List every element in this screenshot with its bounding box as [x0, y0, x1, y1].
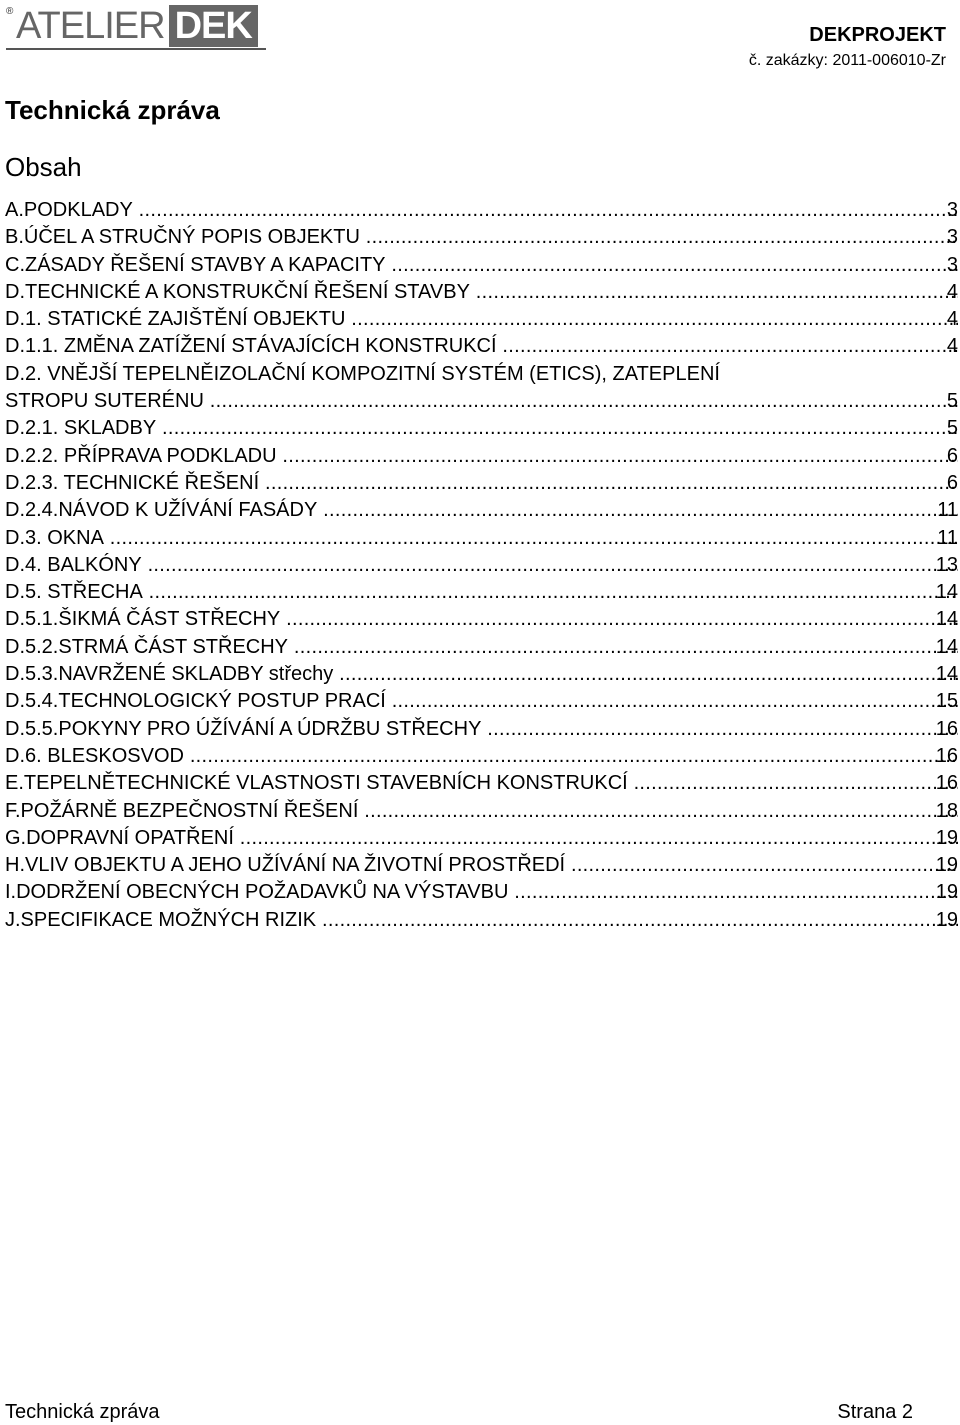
- toc-page: 3: [946, 252, 958, 279]
- toc-text: J.SPECIFIKACE MOŽNÝCH RIZIK .....: [5, 909, 958, 931]
- toc-page: 5: [946, 388, 958, 415]
- toc-text: D.6. BLESKOSVOD .....: [5, 745, 958, 767]
- toc-entry-h[interactable]: [5, 852, 958, 879]
- toc-entry-d[interactable]: [5, 279, 958, 306]
- toc-page: 3: [946, 224, 958, 251]
- toc-page: 18: [935, 798, 958, 825]
- toc-text: D.5.5.POKYNY PRO ÚŽÍVÁNÍ A ÚDRŽBU STŘECHY .....: [5, 718, 958, 740]
- toc-text: D.2.3. TECHNICKÉ ŘEŠENÍ .....: [5, 472, 958, 494]
- registered-mark: ®: [6, 6, 14, 17]
- order-number: č. zakázky: 2011-006010-Zr: [748, 52, 946, 69]
- toc-entry-d52[interactable]: [5, 634, 958, 661]
- toc-text: D.1. STATICKÉ ZAJIŠTĚNÍ OBJEKTU .....: [5, 308, 958, 330]
- logo-atelier-word: ATELIER: [16, 5, 165, 47]
- toc-page: 6: [946, 470, 958, 497]
- toc-page: 4: [946, 279, 958, 306]
- toc-text: D.1.1. ZMĚNA ZATÍŽENÍ STÁVAJÍCÍCH KONSTRUKCÍ .....: [5, 335, 958, 357]
- toc-text: B.ÚČEL A STRUČNÝ POPIS OBJEKTU .....: [5, 226, 958, 248]
- toc-page: 19: [935, 852, 958, 879]
- toc-entry-d23[interactable]: [5, 470, 958, 497]
- toc-page: 4: [946, 306, 958, 333]
- toc-text: D.5.1.ŠIKMÁ ČÁST STŘECHY .....: [5, 608, 958, 630]
- toc-entry-f[interactable]: [5, 798, 958, 825]
- document-title: Technická zpráva: [5, 95, 220, 125]
- toc-page: 14: [935, 661, 958, 688]
- toc-text: G.DOPRAVNÍ OPATŘENÍ .....: [5, 827, 958, 849]
- toc-entry-d3[interactable]: [5, 525, 958, 552]
- toc-text: D.2. VNĚJŠÍ TEPELNĚIZOLAČNÍ KOMPOZITNÍ SYSTÉM (ETICS), ZATEPLENÍ: [5, 362, 720, 385]
- logo-underline: [6, 48, 266, 50]
- toc-text: D.4. BALKÓNY .....: [5, 554, 958, 576]
- toc-page: 15: [935, 688, 958, 715]
- toc-entry-b[interactable]: [5, 224, 958, 251]
- toc-page: 14: [935, 579, 958, 606]
- toc-page: 11: [936, 497, 958, 524]
- table-of-contents: [5, 197, 958, 934]
- toc-entry-d53[interactable]: [5, 661, 958, 688]
- toc-entry-g[interactable]: [5, 825, 958, 852]
- toc-entry-d4[interactable]: [5, 552, 958, 579]
- toc-page: 3: [946, 197, 958, 224]
- toc-entry-d55[interactable]: [5, 716, 958, 743]
- toc-page: 13: [935, 552, 958, 579]
- toc-text: D.5.4.TECHNOLOGICKÝ POSTUP PRACÍ .....: [5, 690, 958, 712]
- atelier-dek-logo: [6, 5, 258, 47]
- logo-atelier-text: [6, 5, 169, 47]
- toc-text: D.5.2.STRMÁ ČÁST STŘECHY .....: [5, 636, 958, 658]
- toc-entry-d54[interactable]: [5, 688, 958, 715]
- toc-text: D.2.4.NÁVOD K UŽÍVÁNÍ FASÁDY .....: [5, 499, 958, 521]
- toc-page: 4: [946, 333, 958, 360]
- toc-entry-d22[interactable]: [5, 443, 958, 470]
- toc-text: I.DODRŽENÍ OBECNÝCH POŽADAVKŮ NA VÝSTAVBU .....: [5, 881, 958, 903]
- toc-text: D.TECHNICKÉ A KONSTRUKČNÍ ŘEŠENÍ STAVBY .....: [5, 281, 958, 303]
- toc-text: D.2.1. SKLADBY .....: [5, 417, 958, 439]
- toc-page: 19: [935, 907, 958, 934]
- toc-entry-i[interactable]: [5, 879, 958, 906]
- toc-entry-d5[interactable]: [5, 579, 958, 606]
- toc-text: F.POŽÁRNĚ BEZPEČNOSTNÍ ŘEŠENÍ .....: [5, 800, 958, 822]
- toc-page: 11: [936, 525, 958, 552]
- toc-page: 14: [935, 606, 958, 633]
- toc-page: 19: [935, 825, 958, 852]
- toc-title: Obsah: [5, 152, 82, 182]
- toc-entry-j[interactable]: [5, 907, 958, 934]
- toc-entry-d24[interactable]: [5, 497, 958, 524]
- footer-doc-name: Technická zpráva: [5, 1401, 160, 1423]
- toc-entry-d21[interactable]: [5, 415, 958, 442]
- toc-entry-d6[interactable]: [5, 743, 958, 770]
- toc-page: 5: [946, 415, 958, 442]
- toc-text: H.VLIV OBJEKTU A JEHO UŽÍVÁNÍ NA ŽIVOTNÍ PROSTŘEDÍ .....: [5, 854, 958, 876]
- footer-page-number: Strana 2: [837, 1401, 913, 1423]
- toc-entry-a[interactable]: [5, 197, 958, 224]
- toc-text: D.2.2. PŘÍPRAVA PODKLADU .....: [5, 445, 958, 467]
- company-name: DEKPROJEKT: [809, 24, 946, 46]
- toc-page: 14: [935, 634, 958, 661]
- toc-text: D.3. OKNA .....: [5, 527, 958, 549]
- toc-page: 16: [935, 716, 958, 743]
- toc-page: 19: [935, 879, 958, 906]
- toc-entry-d11[interactable]: [5, 333, 958, 360]
- toc-text: STROPU SUTERÉNU .....: [5, 390, 958, 412]
- toc-entry-d2-line2[interactable]: [5, 388, 958, 415]
- toc-entry-d1[interactable]: [5, 306, 958, 333]
- toc-page: 16: [935, 743, 958, 770]
- toc-entry-d51[interactable]: [5, 606, 958, 633]
- toc-text: D.5. STŘECHA .....: [5, 581, 958, 603]
- toc-entry-d2-line1[interactable]: [5, 361, 958, 388]
- toc-text: A.PODKLADY .....: [5, 199, 958, 221]
- toc-page: 16: [935, 770, 958, 797]
- toc-page: 6: [946, 443, 958, 470]
- logo-dek-box: DEK: [169, 5, 258, 47]
- toc-text: C.ZÁSADY ŘEŠENÍ STAVBY A KAPACITY .....: [5, 254, 958, 276]
- toc-text: D.5.3.NAVRŽENÉ SKLADBY střechy .....: [5, 663, 958, 685]
- toc-entry-e[interactable]: [5, 770, 958, 797]
- toc-text: E.TEPELNĚTECHNICKÉ VLASTNOSTI STAVEBNÍCH KONSTRUKCÍ .....: [5, 772, 958, 794]
- toc-entry-c[interactable]: [5, 252, 958, 279]
